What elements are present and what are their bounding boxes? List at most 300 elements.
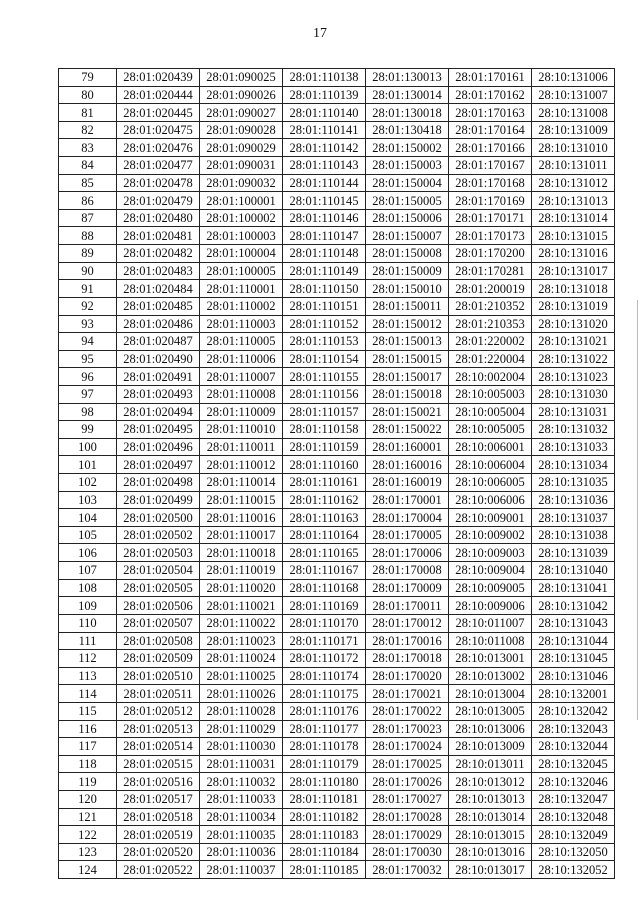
table-row — [59, 86, 615, 104]
cadastral-number-cell: 28:01:130014 — [366, 86, 449, 104]
row-number-cell: 100 — [59, 438, 117, 456]
cadastral-number-cell: 28:10:131011 — [532, 157, 615, 175]
cadastral-number-cell: 28:01:100004 — [200, 245, 283, 263]
cadastral-number-cell: 28:01:150011 — [366, 297, 449, 315]
cadastral-number-cell: 28:01:150015 — [366, 350, 449, 368]
cadastral-number-cell: 28:10:131022 — [532, 350, 615, 368]
cadastral-number-cell: 28:01:020499 — [117, 491, 200, 509]
cadastral-number-cell: 28:01:210352 — [449, 297, 532, 315]
cadastral-number-cell: 28:10:131046 — [532, 667, 615, 685]
table-row — [59, 614, 615, 632]
cadastral-number-cell: 28:01:020476 — [117, 139, 200, 157]
cadastral-number-cell: 28:01:150017 — [366, 368, 449, 386]
cadastral-number-cell: 28:10:132042 — [532, 702, 615, 720]
table-row — [59, 702, 615, 720]
cadastral-number-cell: 28:10:131033 — [532, 438, 615, 456]
cadastral-number-cell: 28:01:110156 — [283, 385, 366, 403]
table-row — [59, 174, 615, 192]
cadastral-number-cell: 28:01:170029 — [366, 826, 449, 844]
cadastral-number-cell: 28:01:110152 — [283, 315, 366, 333]
cadastral-number-cell: 28:01:110184 — [283, 843, 366, 861]
table-row — [59, 456, 615, 474]
row-number-cell: 89 — [59, 245, 117, 263]
row-number-cell: 118 — [59, 755, 117, 773]
row-number-cell: 117 — [59, 738, 117, 756]
cadastral-number-cell: 28:01:110032 — [200, 773, 283, 791]
cadastral-number-cell: 28:10:131035 — [532, 474, 615, 492]
cadastral-number-cell: 28:01:150003 — [366, 157, 449, 175]
cadastral-number-cell: 28:01:020515 — [117, 755, 200, 773]
cadastral-number-cell: 28:01:020482 — [117, 245, 200, 263]
cadastral-number-cell: 28:01:170005 — [366, 526, 449, 544]
row-number-cell: 87 — [59, 209, 117, 227]
cadastral-number-cell: 28:01:110018 — [200, 544, 283, 562]
row-number-cell: 95 — [59, 350, 117, 368]
row-number-cell: 102 — [59, 474, 117, 492]
cadastral-number-cell: 28:10:013004 — [449, 685, 532, 703]
cadastral-number-cell: 28:01:110165 — [283, 544, 366, 562]
table-row — [59, 280, 615, 298]
cadastral-number-cell: 28:01:150008 — [366, 245, 449, 263]
cadastral-number-cell: 28:01:110180 — [283, 773, 366, 791]
cadastral-number-cell: 28:01:150013 — [366, 333, 449, 351]
cadastral-number-cell: 28:01:170004 — [366, 509, 449, 527]
cadastral-number-cell: 28:01:170173 — [449, 227, 532, 245]
cadastral-number-cell: 28:10:131034 — [532, 456, 615, 474]
table-row — [59, 650, 615, 668]
cadastral-number-cell: 28:01:170162 — [449, 86, 532, 104]
cadastral-number-cell: 28:01:090025 — [200, 69, 283, 87]
cadastral-number-cell: 28:10:131031 — [532, 403, 615, 421]
table-row — [59, 773, 615, 791]
cadastral-number-cell: 28:10:006005 — [449, 474, 532, 492]
cadastral-number-cell: 28:10:011008 — [449, 632, 532, 650]
row-number-cell: 115 — [59, 702, 117, 720]
cadastral-number-cell: 28:10:131015 — [532, 227, 615, 245]
row-number-cell: 121 — [59, 808, 117, 826]
cadastral-number-cell: 28:10:005004 — [449, 403, 532, 421]
cadastral-number-cell: 28:01:020508 — [117, 632, 200, 650]
row-number-cell: 79 — [59, 69, 117, 87]
cadastral-number-cell: 28:01:020494 — [117, 403, 200, 421]
row-number-cell: 124 — [59, 861, 117, 879]
cadastral-number-cell: 28:01:170016 — [366, 632, 449, 650]
cadastral-number-cell: 28:01:020491 — [117, 368, 200, 386]
cadastral-number-cell: 28:01:100002 — [200, 209, 283, 227]
cadastral-number-cell: 28:01:020477 — [117, 157, 200, 175]
cadastral-number-cell: 28:01:020484 — [117, 280, 200, 298]
cadastral-number-cell: 28:01:170281 — [449, 262, 532, 280]
cadastral-number-cell: 28:01:110145 — [283, 192, 366, 210]
table-row — [59, 685, 615, 703]
cadastral-number-cell: 28:10:131019 — [532, 297, 615, 315]
cadastral-number-cell: 28:01:110012 — [200, 456, 283, 474]
cadastral-number-cell: 28:01:110157 — [283, 403, 366, 421]
cadastral-number-cell: 28:01:110147 — [283, 227, 366, 245]
cadastral-number-cell: 28:10:132052 — [532, 861, 615, 879]
cadastral-number-cell: 28:01:170023 — [366, 720, 449, 738]
row-number-cell: 92 — [59, 297, 117, 315]
table-row — [59, 579, 615, 597]
cadastral-number-cell: 28:10:013005 — [449, 702, 532, 720]
row-number-cell: 94 — [59, 333, 117, 351]
cadastral-number-cell: 28:01:110007 — [200, 368, 283, 386]
row-number-cell: 86 — [59, 192, 117, 210]
cadastral-number-cell: 28:01:110025 — [200, 667, 283, 685]
row-number-cell: 90 — [59, 262, 117, 280]
cadastral-number-cell: 28:01:210353 — [449, 315, 532, 333]
cadastral-number-cell: 28:01:110176 — [283, 702, 366, 720]
cadastral-number-cell: 28:10:011007 — [449, 614, 532, 632]
cadastral-number-cell: 28:01:110034 — [200, 808, 283, 826]
page-number: 17 — [313, 26, 327, 41]
row-number-cell: 122 — [59, 826, 117, 844]
cadastral-number-cell: 28:10:132047 — [532, 790, 615, 808]
cadastral-number-cell: 28:01:110008 — [200, 385, 283, 403]
cadastral-number-cell: 28:01:110154 — [283, 350, 366, 368]
table-row — [59, 421, 615, 439]
cadastral-number-cell: 28:01:020517 — [117, 790, 200, 808]
row-number-cell: 91 — [59, 280, 117, 298]
cadastral-number-cell: 28:10:132049 — [532, 826, 615, 844]
cadastral-number-cell: 28:01:020502 — [117, 526, 200, 544]
cadastral-number-cell: 28:10:132043 — [532, 720, 615, 738]
cadastral-number-cell: 28:01:170020 — [366, 667, 449, 685]
cadastral-numbers-table — [58, 68, 615, 879]
table-row — [59, 509, 615, 527]
cadastral-number-cell: 28:01:150002 — [366, 139, 449, 157]
cadastral-number-cell: 28:10:132001 — [532, 685, 615, 703]
row-number-cell: 113 — [59, 667, 117, 685]
cadastral-number-cell: 28:01:020480 — [117, 209, 200, 227]
row-number-cell: 93 — [59, 315, 117, 333]
table-row — [59, 315, 615, 333]
table-row — [59, 632, 615, 650]
cadastral-number-cell: 28:10:005005 — [449, 421, 532, 439]
cadastral-number-cell: 28:01:170009 — [366, 579, 449, 597]
cadastral-number-cell: 28:01:150012 — [366, 315, 449, 333]
cadastral-number-cell: 28:10:131036 — [532, 491, 615, 509]
table-row — [59, 192, 615, 210]
table-body — [59, 69, 615, 879]
cadastral-number-cell: 28:01:110146 — [283, 209, 366, 227]
cadastral-number-cell: 28:01:020509 — [117, 650, 200, 668]
cadastral-number-cell: 28:10:005003 — [449, 385, 532, 403]
cadastral-number-cell: 28:01:170021 — [366, 685, 449, 703]
cadastral-number-cell: 28:01:110142 — [283, 139, 366, 157]
cadastral-number-cell: 28:01:110009 — [200, 403, 283, 421]
cadastral-number-cell: 28:10:131008 — [532, 104, 615, 122]
cadastral-number-cell: 28:10:131006 — [532, 69, 615, 87]
cadastral-number-cell: 28:01:150010 — [366, 280, 449, 298]
cadastral-number-cell: 28:01:020495 — [117, 421, 200, 439]
cadastral-number-cell: 28:01:110138 — [283, 69, 366, 87]
cadastral-number-cell: 28:01:110003 — [200, 315, 283, 333]
cadastral-number-cell: 28:01:130013 — [366, 69, 449, 87]
cadastral-number-cell: 28:01:020487 — [117, 333, 200, 351]
cadastral-number-cell: 28:01:130418 — [366, 121, 449, 139]
cadastral-number-cell: 28:01:170167 — [449, 157, 532, 175]
cadastral-number-cell: 28:01:020507 — [117, 614, 200, 632]
cadastral-number-cell: 28:01:110148 — [283, 245, 366, 263]
cadastral-number-cell: 28:01:170164 — [449, 121, 532, 139]
row-number-cell: 110 — [59, 614, 117, 632]
cadastral-number-cell: 28:10:006004 — [449, 456, 532, 474]
cadastral-number-cell: 28:10:131018 — [532, 280, 615, 298]
cadastral-number-cell: 28:01:020478 — [117, 174, 200, 192]
cadastral-number-cell: 28:10:131012 — [532, 174, 615, 192]
cadastral-number-cell: 28:01:170018 — [366, 650, 449, 668]
cadastral-number-cell: 28:01:110177 — [283, 720, 366, 738]
cadastral-number-cell: 28:01:110028 — [200, 702, 283, 720]
cadastral-number-cell: 28:10:013001 — [449, 650, 532, 668]
cadastral-number-cell: 28:10:013016 — [449, 843, 532, 861]
cadastral-number-cell: 28:10:013014 — [449, 808, 532, 826]
cadastral-number-cell: 28:01:110160 — [283, 456, 366, 474]
table-row — [59, 297, 615, 315]
row-number-cell: 99 — [59, 421, 117, 439]
cadastral-number-cell: 28:01:110158 — [283, 421, 366, 439]
cadastral-number-cell: 28:10:132046 — [532, 773, 615, 791]
table-row — [59, 262, 615, 280]
cadastral-number-cell: 28:01:110033 — [200, 790, 283, 808]
cadastral-number-cell: 28:01:110167 — [283, 562, 366, 580]
cadastral-number-cell: 28:01:110001 — [200, 280, 283, 298]
table-row — [59, 808, 615, 826]
row-number-cell: 97 — [59, 385, 117, 403]
cadastral-number-cell: 28:01:110164 — [283, 526, 366, 544]
row-number-cell: 85 — [59, 174, 117, 192]
cadastral-number-cell: 28:01:110026 — [200, 685, 283, 703]
cadastral-number-cell: 28:10:131041 — [532, 579, 615, 597]
cadastral-number-cell: 28:10:131044 — [532, 632, 615, 650]
table-row — [59, 438, 615, 456]
cadastral-number-cell: 28:10:009002 — [449, 526, 532, 544]
cadastral-number-cell: 28:01:020485 — [117, 297, 200, 315]
cadastral-number-cell: 28:01:110014 — [200, 474, 283, 492]
cadastral-number-cell: 28:01:020512 — [117, 702, 200, 720]
cadastral-number-cell: 28:01:110179 — [283, 755, 366, 773]
cadastral-number-cell: 28:01:020510 — [117, 667, 200, 685]
cadastral-number-cell: 28:01:110178 — [283, 738, 366, 756]
cadastral-number-cell: 28:10:131020 — [532, 315, 615, 333]
cadastral-number-cell: 28:01:110016 — [200, 509, 283, 527]
cadastral-number-cell: 28:01:100003 — [200, 227, 283, 245]
cadastral-number-cell: 28:10:013002 — [449, 667, 532, 685]
table-row — [59, 826, 615, 844]
cadastral-number-cell: 28:01:020481 — [117, 227, 200, 245]
cadastral-number-cell: 28:01:170011 — [366, 597, 449, 615]
cadastral-number-cell: 28:10:013009 — [449, 738, 532, 756]
row-number-cell: 80 — [59, 86, 117, 104]
cadastral-number-cell: 28:10:131013 — [532, 192, 615, 210]
cadastral-number-cell: 28:01:110172 — [283, 650, 366, 668]
scan-edge-line — [637, 300, 638, 720]
row-number-cell: 116 — [59, 720, 117, 738]
cadastral-number-cell: 28:01:110017 — [200, 526, 283, 544]
table-row — [59, 69, 615, 87]
cadastral-number-cell: 28:01:110010 — [200, 421, 283, 439]
table-row — [59, 755, 615, 773]
cadastral-number-cell: 28:01:020514 — [117, 738, 200, 756]
table-row — [59, 368, 615, 386]
cadastral-number-cell: 28:01:170169 — [449, 192, 532, 210]
cadastral-number-cell: 28:10:131014 — [532, 209, 615, 227]
cadastral-number-cell: 28:10:132044 — [532, 738, 615, 756]
cadastral-number-cell: 28:01:110150 — [283, 280, 366, 298]
cadastral-number-cell: 28:10:131010 — [532, 139, 615, 157]
row-number-cell: 120 — [59, 790, 117, 808]
cadastral-number-cell: 28:01:020490 — [117, 350, 200, 368]
cadastral-number-cell: 28:10:131017 — [532, 262, 615, 280]
cadastral-number-cell: 28:01:160016 — [366, 456, 449, 474]
cadastral-number-cell: 28:01:110015 — [200, 491, 283, 509]
cadastral-number-cell: 28:01:110023 — [200, 632, 283, 650]
cadastral-number-cell: 28:01:020518 — [117, 808, 200, 826]
cadastral-number-cell: 28:01:090027 — [200, 104, 283, 122]
cadastral-number-cell: 28:01:110170 — [283, 614, 366, 632]
cadastral-number-cell: 28:10:013015 — [449, 826, 532, 844]
cadastral-number-cell: 28:01:020496 — [117, 438, 200, 456]
cadastral-number-cell: 28:01:110035 — [200, 826, 283, 844]
cadastral-number-cell: 28:01:170163 — [449, 104, 532, 122]
table-row — [59, 544, 615, 562]
row-number-cell: 106 — [59, 544, 117, 562]
row-number-cell: 84 — [59, 157, 117, 175]
cadastral-number-cell: 28:01:110168 — [283, 579, 366, 597]
cadastral-number-cell: 28:01:110161 — [283, 474, 366, 492]
cadastral-number-cell: 28:01:020505 — [117, 579, 200, 597]
cadastral-number-cell: 28:01:170008 — [366, 562, 449, 580]
cadastral-number-cell: 28:01:020498 — [117, 474, 200, 492]
cadastral-number-cell: 28:01:110036 — [200, 843, 283, 861]
cadastral-number-cell: 28:01:020500 — [117, 509, 200, 527]
cadastral-number-cell: 28:01:110030 — [200, 738, 283, 756]
row-number-cell: 96 — [59, 368, 117, 386]
cadastral-number-cell: 28:10:132048 — [532, 808, 615, 826]
cadastral-number-cell: 28:01:110140 — [283, 104, 366, 122]
cadastral-number-cell: 28:01:020504 — [117, 562, 200, 580]
cadastral-number-cell: 28:10:002004 — [449, 368, 532, 386]
table-row — [59, 667, 615, 685]
cadastral-number-cell: 28:01:110024 — [200, 650, 283, 668]
table-row — [59, 491, 615, 509]
row-number-cell: 98 — [59, 403, 117, 421]
cadastral-number-cell: 28:01:020444 — [117, 86, 200, 104]
cadastral-number-cell: 28:01:110002 — [200, 297, 283, 315]
cadastral-number-cell: 28:10:009006 — [449, 597, 532, 615]
cadastral-number-cell: 28:10:013011 — [449, 755, 532, 773]
cadastral-number-cell: 28:01:110006 — [200, 350, 283, 368]
cadastral-number-cell: 28:10:131040 — [532, 562, 615, 580]
cadastral-number-cell: 28:01:110031 — [200, 755, 283, 773]
cadastral-number-cell: 28:10:013017 — [449, 861, 532, 879]
cadastral-number-cell: 28:10:131007 — [532, 86, 615, 104]
cadastral-number-cell: 28:01:110171 — [283, 632, 366, 650]
row-number-cell: 111 — [59, 632, 117, 650]
cadastral-number-cell: 28:10:013013 — [449, 790, 532, 808]
table-row — [59, 104, 615, 122]
cadastral-number-cell: 28:10:006001 — [449, 438, 532, 456]
cadastral-number-cell: 28:01:110169 — [283, 597, 366, 615]
table-row — [59, 403, 615, 421]
cadastral-number-cell: 28:01:100001 — [200, 192, 283, 210]
cadastral-number-cell: 28:01:110175 — [283, 685, 366, 703]
row-number-cell: 101 — [59, 456, 117, 474]
row-number-cell: 83 — [59, 139, 117, 157]
cadastral-number-cell: 28:01:110162 — [283, 491, 366, 509]
table-row — [59, 738, 615, 756]
cadastral-number-cell: 28:01:170032 — [366, 861, 449, 879]
cadastral-number-cell: 28:01:020483 — [117, 262, 200, 280]
cadastral-number-cell: 28:01:110011 — [200, 438, 283, 456]
cadastral-number-cell: 28:01:110159 — [283, 438, 366, 456]
table-row — [59, 562, 615, 580]
cadastral-number-cell: 28:01:170171 — [449, 209, 532, 227]
row-number-cell: 119 — [59, 773, 117, 791]
cadastral-number-cell: 28:10:009003 — [449, 544, 532, 562]
table-row — [59, 526, 615, 544]
cadastral-number-cell: 28:01:170161 — [449, 69, 532, 87]
cadastral-number-cell: 28:01:100005 — [200, 262, 283, 280]
cadastral-number-cell: 28:01:110037 — [200, 861, 283, 879]
cadastral-number-cell: 28:10:131037 — [532, 509, 615, 527]
cadastral-number-cell: 28:01:020493 — [117, 385, 200, 403]
cadastral-number-cell: 28:01:020475 — [117, 121, 200, 139]
cadastral-number-cell: 28:01:110143 — [283, 157, 366, 175]
table-row — [59, 333, 615, 351]
cadastral-number-cell: 28:01:150004 — [366, 174, 449, 192]
cadastral-number-cell: 28:01:220004 — [449, 350, 532, 368]
cadastral-number-cell: 28:01:110182 — [283, 808, 366, 826]
cadastral-number-cell: 28:01:110151 — [283, 297, 366, 315]
cadastral-number-cell: 28:01:170200 — [449, 245, 532, 263]
cadastral-number-cell: 28:10:131023 — [532, 368, 615, 386]
cadastral-number-cell: 28:01:170006 — [366, 544, 449, 562]
cadastral-number-cell: 28:01:110174 — [283, 667, 366, 685]
row-number-cell: 112 — [59, 650, 117, 668]
cadastral-number-cell: 28:01:090026 — [200, 86, 283, 104]
cadastral-number-cell: 28:01:150006 — [366, 209, 449, 227]
cadastral-number-cell: 28:01:160001 — [366, 438, 449, 456]
cadastral-number-cell: 28:01:110005 — [200, 333, 283, 351]
cadastral-number-cell: 28:01:090031 — [200, 157, 283, 175]
cadastral-number-cell: 28:01:020516 — [117, 773, 200, 791]
cadastral-number-cell: 28:01:110139 — [283, 86, 366, 104]
cadastral-number-cell: 28:01:110022 — [200, 614, 283, 632]
cadastral-number-cell: 28:01:020439 — [117, 69, 200, 87]
cadastral-number-cell: 28:01:020522 — [117, 861, 200, 879]
table-row — [59, 350, 615, 368]
table-row — [59, 474, 615, 492]
cadastral-number-cell: 28:01:110153 — [283, 333, 366, 351]
cadastral-number-cell: 28:01:020486 — [117, 315, 200, 333]
table-row — [59, 227, 615, 245]
cadastral-number-cell: 28:01:020503 — [117, 544, 200, 562]
cadastral-number-cell: 28:01:150007 — [366, 227, 449, 245]
cadastral-number-cell: 28:10:131038 — [532, 526, 615, 544]
cadastral-number-cell: 28:10:131032 — [532, 421, 615, 439]
cadastral-number-cell: 28:01:110185 — [283, 861, 366, 879]
table-row — [59, 157, 615, 175]
cadastral-number-cell: 28:10:131045 — [532, 650, 615, 668]
cadastral-number-cell: 28:01:200019 — [449, 280, 532, 298]
cadastral-number-cell: 28:01:160019 — [366, 474, 449, 492]
cadastral-number-cell: 28:10:013006 — [449, 720, 532, 738]
row-number-cell: 123 — [59, 843, 117, 861]
cadastral-number-cell: 28:10:131009 — [532, 121, 615, 139]
cadastral-number-cell: 28:10:009005 — [449, 579, 532, 597]
